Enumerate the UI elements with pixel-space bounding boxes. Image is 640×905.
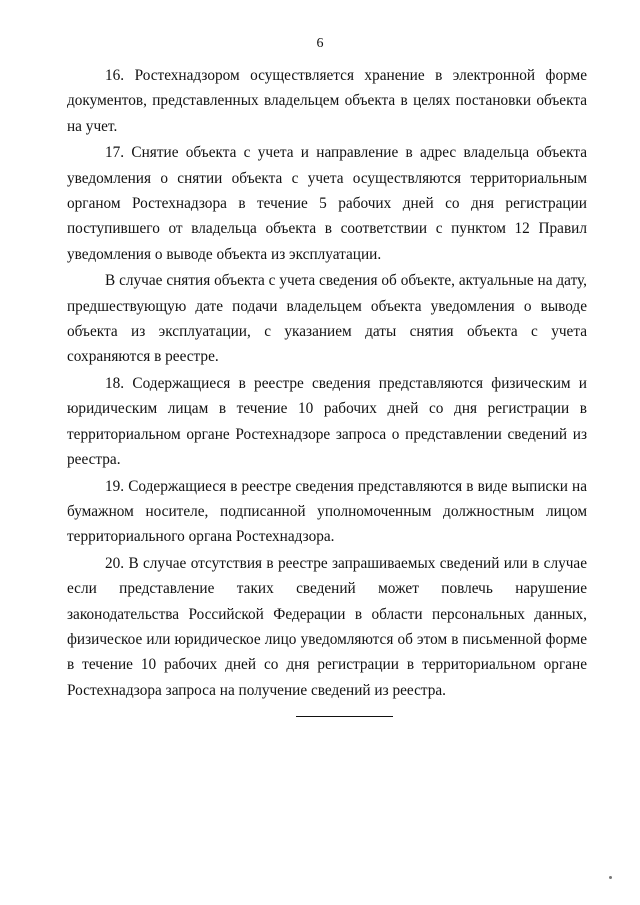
page-number: 6: [316, 36, 324, 51]
paragraph-16: 16. Ростехнадзором осуществляется хранение в электронной форме документов, представленных владельцем объекта в целях постановки объекта на учет.: [67, 67, 587, 135]
scan-mark: [609, 876, 612, 879]
end-of-document-rule: [296, 716, 393, 717]
paragraph-17: 17. Снятие объекта с учета и направление в адрес владельца объекта уведомления о снятии объекта с учета осуществляются территориальным органом Ростехнадзора в течение 5 рабочих дней со дня регистрации поступившего от владельца объекта в соответствии с пунктом 12 Правил уведомления о выводе объекта из эксплуатации.: [67, 144, 587, 263]
paragraph-17-continuation: В случае снятия объекта с учета сведения об объекте, актуальные на дату, предшествующую дате подачи владельцем объекта уведомления о выводе объекта из эксплуатации, с указанием даты снятия объекта с учета сохраняются в реестре.: [67, 272, 587, 366]
document-body: [67, 63, 587, 704]
paragraph-19: 19. Содержащиеся в реестре сведения представляются в виде выписки на бумажном носителе, подписанной уполномоченным должностным лицом территориального органа Ростехнадзора.: [67, 477, 587, 546]
paragraph-20: 20. В случае отсутствия в реестре запрашиваемых сведений или в случае если представление таких сведений может повлечь нарушение законодательства Российской Федерации в области персональных данных, физическое или юридическое лицо уведомляются об этом в письменной форме в течение 10 рабочих дней со дня регистрации в территориальном органе Ростехнадзора запроса на получение сведений из реестра.: [67, 554, 587, 699]
paragraph-18: 18. Содержащиеся в реестре сведения представляются физическим и юридическим лицам в течение 10 рабочих дней со дня регистрации в территориальном органе Ростехнадзоре запроса о представлении сведений из реестра.: [67, 374, 587, 469]
